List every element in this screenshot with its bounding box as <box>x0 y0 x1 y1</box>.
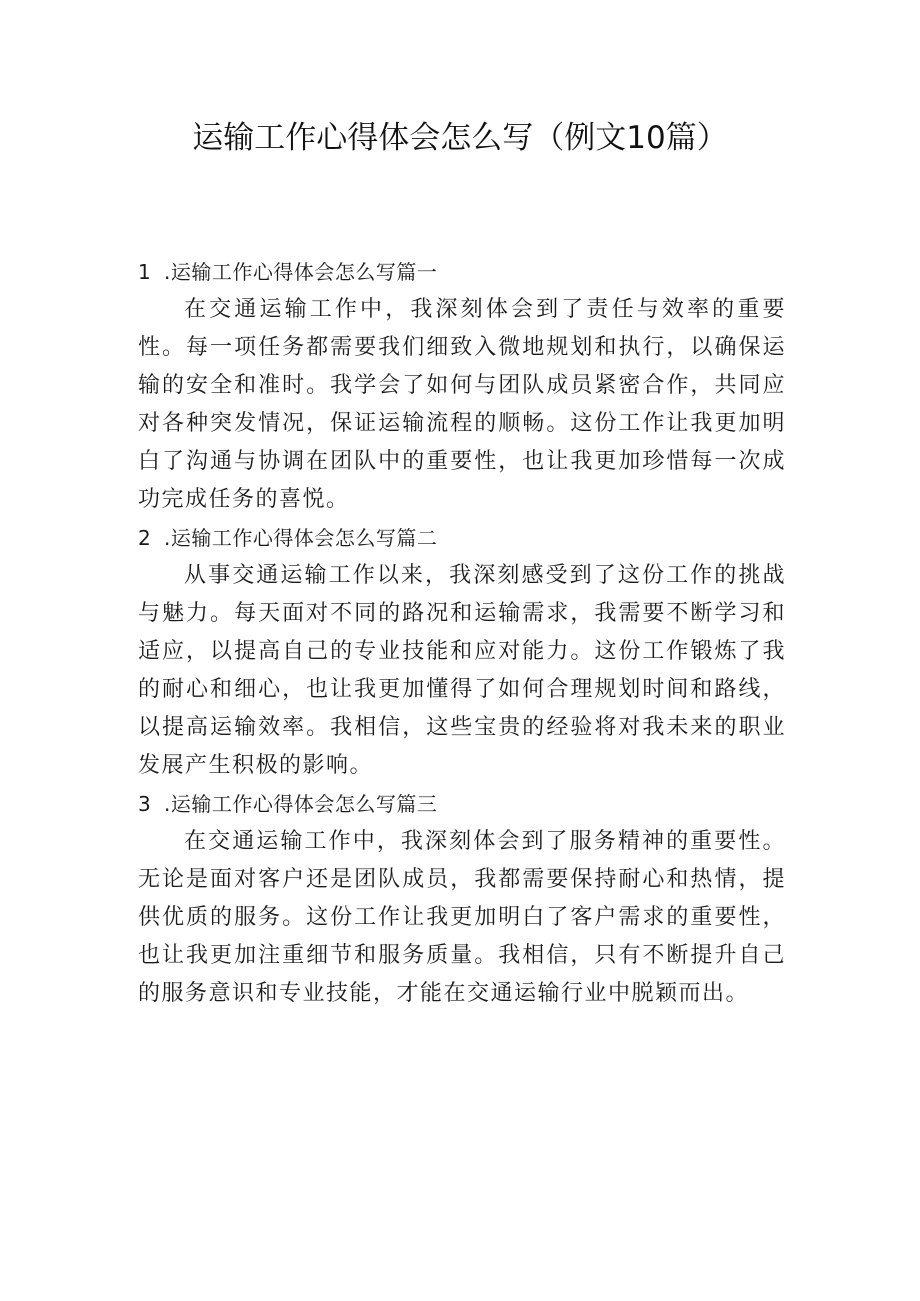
section-paragraph: 在交通运输工作中，我深刻体会到了服务精神的重要性。无论是面对客户还是团队成员，我都需要保持耐心和热情，提供优质的服务。这份工作让我更加明白了客户需求的重要性，也让我更加注重细节和服务质量。我相信，只有不断提升自己的服务意识和专业技能，才能在交通运输行业中脱颖而出。 <box>138 829 786 1006</box>
section-2 <box>138 519 786 785</box>
section-heading <box>138 785 786 823</box>
section-1 <box>138 253 786 519</box>
section-heading-text: .运输工作心得体会怎么写篇一 <box>164 260 438 284</box>
section-heading <box>138 519 786 557</box>
section-number: 1 <box>138 260 152 284</box>
section-3 <box>138 785 786 1013</box>
section-number: 2 <box>138 526 152 550</box>
section-number: 3 <box>138 792 152 816</box>
section-heading <box>138 253 786 291</box>
section-heading-text: .运输工作心得体会怎么写篇三 <box>164 792 438 816</box>
section-paragraph: 在交通运输工作中，我深刻体会到了责任与效率的重要性。每一项任务都需要我们细致入微地规划和执行，以确保运输的安全和准时。我学会了如何与团队成员紧密合作，共同应对各种突发情况，保证运输流程的顺畅。这份工作让我更加明白了沟通与协调在团队中的重要性，也让我更加珍惜每一次成功完成任务的喜悦。 <box>138 297 786 512</box>
section-heading-text: .运输工作心得体会怎么写篇二 <box>164 526 438 550</box>
section-paragraph: 从事交通运输工作以来，我深刻感受到了这份工作的挑战与魅力。每天面对不同的路况和运输需求，我需要不断学习和适应，以提高自己的专业技能和应对能力。这份工作锻炼了我的耐心和细心，也让我更加懂得了如何合理规划时间和路线，以提高运输效率。我相信，这些宝贵的经验将对我未来的职业发展产生积极的影响。 <box>138 563 786 778</box>
document-body <box>138 253 786 1013</box>
document-title: 运输工作心得体会怎么写（例文10篇） <box>192 120 728 156</box>
